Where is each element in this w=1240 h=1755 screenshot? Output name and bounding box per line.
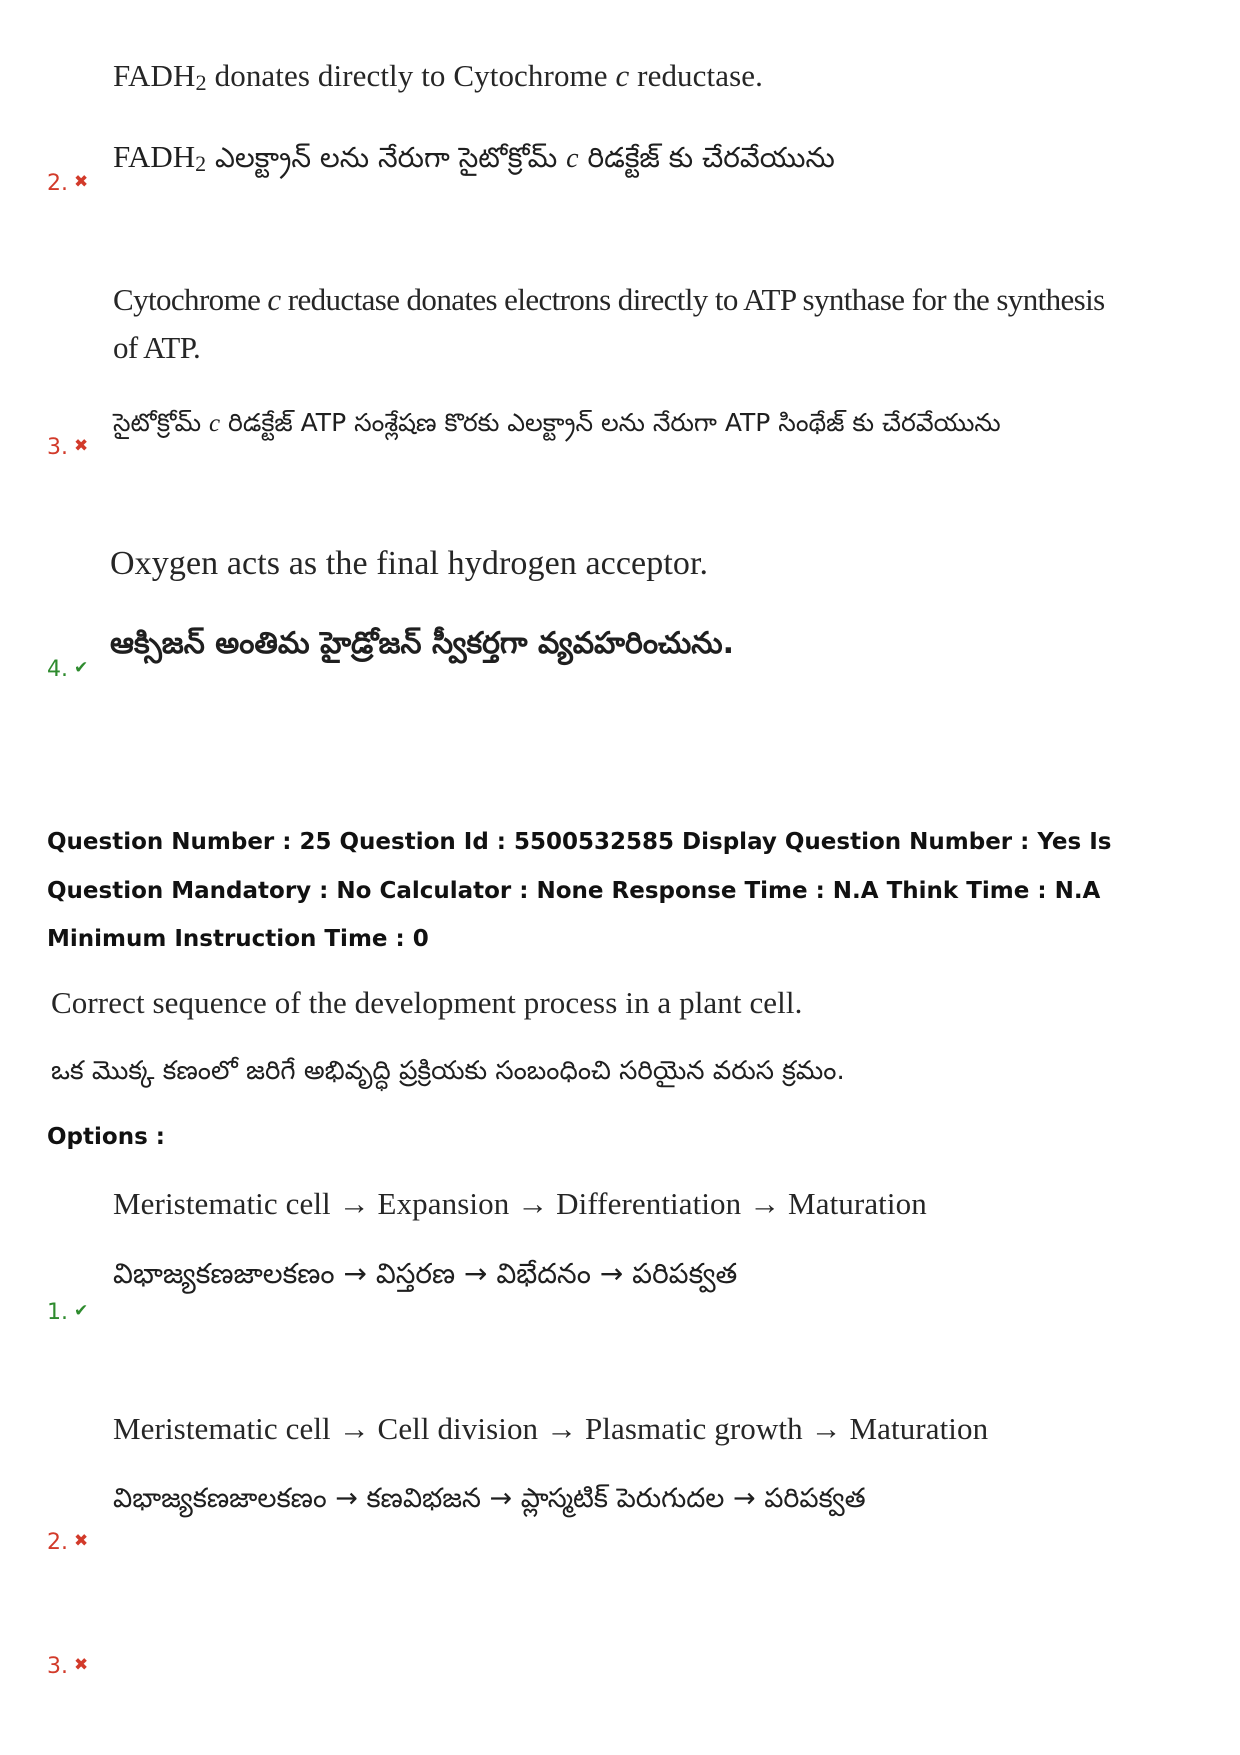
cross-icon: ✖ — [74, 1531, 89, 1551]
q25-option-2-english-text: Meristematic cell → Cell division → Plasmatic growth → Maturation — [113, 1411, 989, 1446]
q25-option-3-marker: 3. ✖ — [47, 1654, 89, 1679]
option-4-marker: 4. ✔ — [47, 657, 89, 682]
question-meta-info: Question Number : 25 Question Id : 5500532585 Display Question Number : Yes Is Question Mandatory : No Calculator : None Response Time : N.A Think Time : N.A Minimum Instruction Time : 0 — [47, 829, 1112, 952]
q25-option-1-english-text: Meristematic cell → Expansion → Differentiation → Maturation — [113, 1186, 927, 1221]
option-4-telugu-text: ఆక్సిజన్ అంతిమ హైడ్రోజన్ స్వీకర్తగా వ్యవహరించును. — [110, 626, 735, 661]
option-2-telugu-text: FADH2 ఎలక్ట్రాన్ లను నేరుగా సైటోక్రోమ్ c రిడక్టేజ్ కు చేరవేయును — [113, 139, 835, 176]
cross-icon: ✖ — [74, 172, 89, 192]
cross-icon: ✖ — [74, 1655, 89, 1675]
q25-option-1-telugu-text: విభాజ్యకణజాలకణం → విస్తరణ → విభేదనం → పరిపక్వత — [113, 1257, 738, 1290]
option-3-english-text-line2: of ATP. — [113, 330, 201, 365]
q25-option-2-telugu-text: విభాజ్యకణజాలకణం → కణవిభజన → ప్లాస్మటిక్ పెరుగుదల → పరిపక్వత — [113, 1483, 866, 1514]
option-4-english-text: Oxygen acts as the final hydrogen acceptor. — [110, 545, 709, 582]
option-2-english-text: FADH2 donates directly to Cytochrome c reductase. — [113, 58, 763, 96]
option-3-marker: 3. ✖ — [47, 435, 89, 460]
check-icon: ✔ — [74, 658, 89, 678]
cross-icon: ✖ — [74, 436, 89, 456]
question-stem-telugu: ఒక మొక్క కణంలో జరిగే అభివృద్ధి ప్రక్రియకు సంబంధించి సరియైన వరుస క్రమం. — [51, 1056, 845, 1086]
option-2-marker: 2. ✖ — [47, 171, 89, 196]
q25-option-1-marker: 1. ✔ — [47, 1300, 89, 1325]
options-label: Options : — [47, 1124, 165, 1150]
question-stem-english: Correct sequence of the development process in a plant cell. — [51, 985, 803, 1020]
option-3-english-text-line1: Cytochrome c reductase donates electrons directly to ATP synthase for the synthesis — [113, 282, 1105, 317]
q25-option-2-marker: 2. ✖ — [47, 1530, 89, 1555]
check-icon: ✔ — [74, 1301, 89, 1321]
option-3-telugu-text: సైటోక్రోమ్ c రిడక్టేజ్ ATP సంశ్లేషణ కొరకు ఎలక్ట్రాన్ లను నేరుగా ATP సింథేజ్ కు చేరవేయును — [113, 408, 1001, 437]
